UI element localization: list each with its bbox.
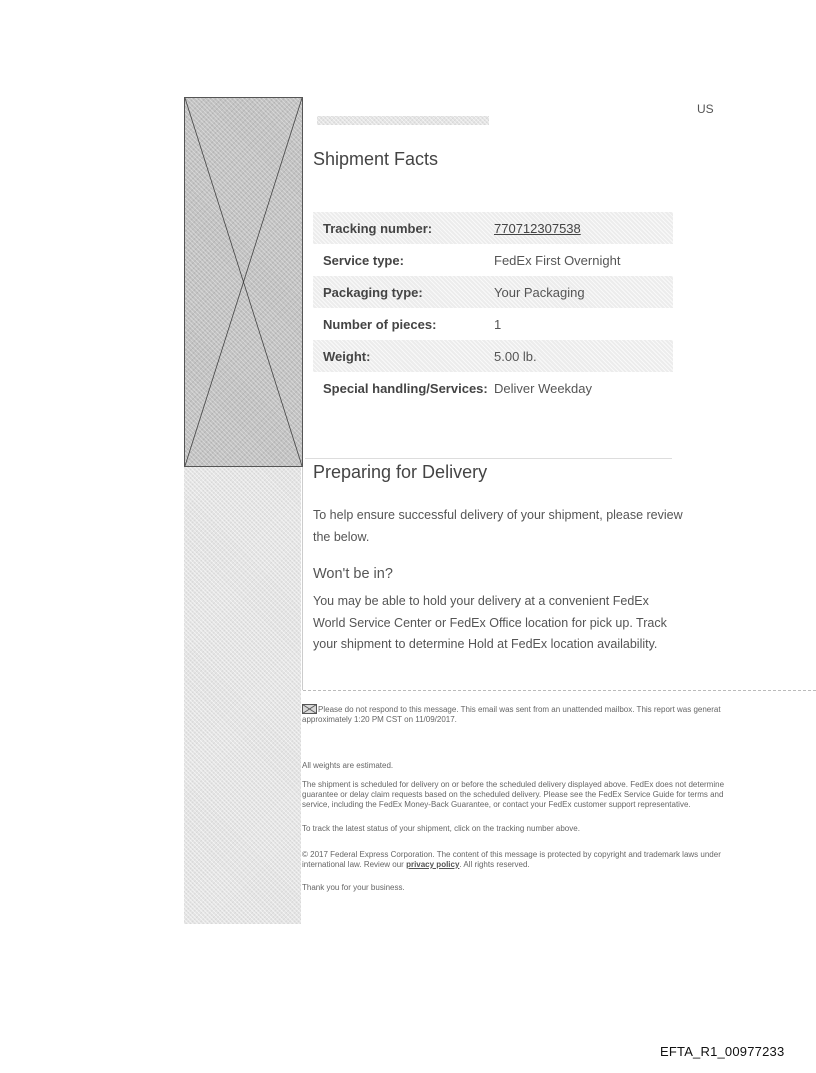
fact-row-packaging: [313, 276, 673, 308]
left-background-strip: [184, 467, 301, 924]
section-divider: [305, 458, 672, 459]
fact-row-weight: [313, 340, 673, 372]
footer-schedule-note: service, including the FedEx Money-Back Guarantee, or contact your FedEx customer support representative.: [302, 800, 691, 809]
fact-row-special-handling: [313, 372, 673, 404]
footer-schedule-note: guarantee or delay claim requests based on the scheduled delivery. Please see the FedEx Service Guide for terms and: [302, 790, 724, 799]
shipment-facts-table: [313, 212, 673, 404]
footer-tracking-note: To track the latest status of your shipment, click on the tracking number above.: [302, 824, 580, 833]
region-label: US: [697, 102, 714, 116]
text-line: World Service Center or FedEx Office location for pick up. Track: [313, 615, 667, 630]
shipment-facts-title: Shipment Facts: [313, 149, 439, 169]
footer-noreply-text: Please do not respond to this message. This email was sent from an unattended mailbox. This report was generat: [318, 705, 721, 714]
fact-row-pieces: [313, 308, 673, 340]
privacy-policy-link[interactable]: privacy policy: [406, 860, 460, 869]
delivery-intro-text: [313, 505, 683, 548]
fact-label: Packaging type:: [323, 284, 423, 300]
text-line: your shipment to determine Hold at FedEx location availability.: [313, 637, 658, 651]
fact-value: 1: [494, 316, 502, 332]
fact-label: Service type:: [323, 252, 404, 268]
fact-label: Number of pieces:: [323, 316, 437, 332]
fact-label: Weight:: [323, 348, 371, 364]
footer-copyright: [302, 860, 816, 870]
text-line: the below.: [313, 529, 370, 544]
content-border: [302, 467, 303, 690]
fact-value: Your Packaging: [494, 284, 585, 300]
text-line: You may be able to hold your delivery at a convenient FedEx: [313, 594, 649, 608]
logo-placeholder: [317, 116, 489, 125]
footer-thanks: Thank you for your business.: [302, 883, 405, 892]
hold-at-location-text: [313, 591, 683, 656]
document-id: EFTA_R1_00977233: [660, 1044, 785, 1059]
fact-value: FedEx First Overnight: [494, 252, 621, 268]
footer-copyright: © 2017 Federal Express Corporation. The content of this message is protected by copyright and trademark laws under: [302, 850, 721, 859]
broken-image-icon: [185, 98, 302, 466]
text-span: international law. Review our: [302, 860, 407, 869]
fact-value: 5.00 lb.: [494, 348, 537, 364]
tracking-number-link[interactable]: 770712307538: [494, 220, 581, 236]
fact-row-service: [313, 244, 673, 276]
wont-be-in-heading: Won't be in?: [313, 566, 393, 582]
footer-divider: [303, 690, 816, 691]
text-line: To help ensure successful delivery of your shipment, please review: [313, 508, 683, 522]
preparing-for-delivery-title: Preparing for Delivery: [313, 462, 488, 482]
footer-noreply-text: approximately 1:20 PM CST on 11/09/2017.: [302, 715, 457, 724]
fact-row-tracking: [313, 212, 673, 244]
text-span: . All rights reserved.: [459, 860, 530, 869]
footer-weights-note: All weights are estimated.: [302, 761, 394, 770]
broken-image-icon: [302, 704, 317, 714]
broken-image-placeholder: [184, 97, 303, 467]
fact-label: Special handling/Services:: [323, 380, 488, 396]
footer-schedule-note: The shipment is scheduled for delivery on or before the scheduled delivery displayed above. FedEx does not determine: [302, 780, 725, 789]
fact-label: Tracking number:: [323, 220, 433, 236]
fact-value: Deliver Weekday: [494, 380, 593, 396]
